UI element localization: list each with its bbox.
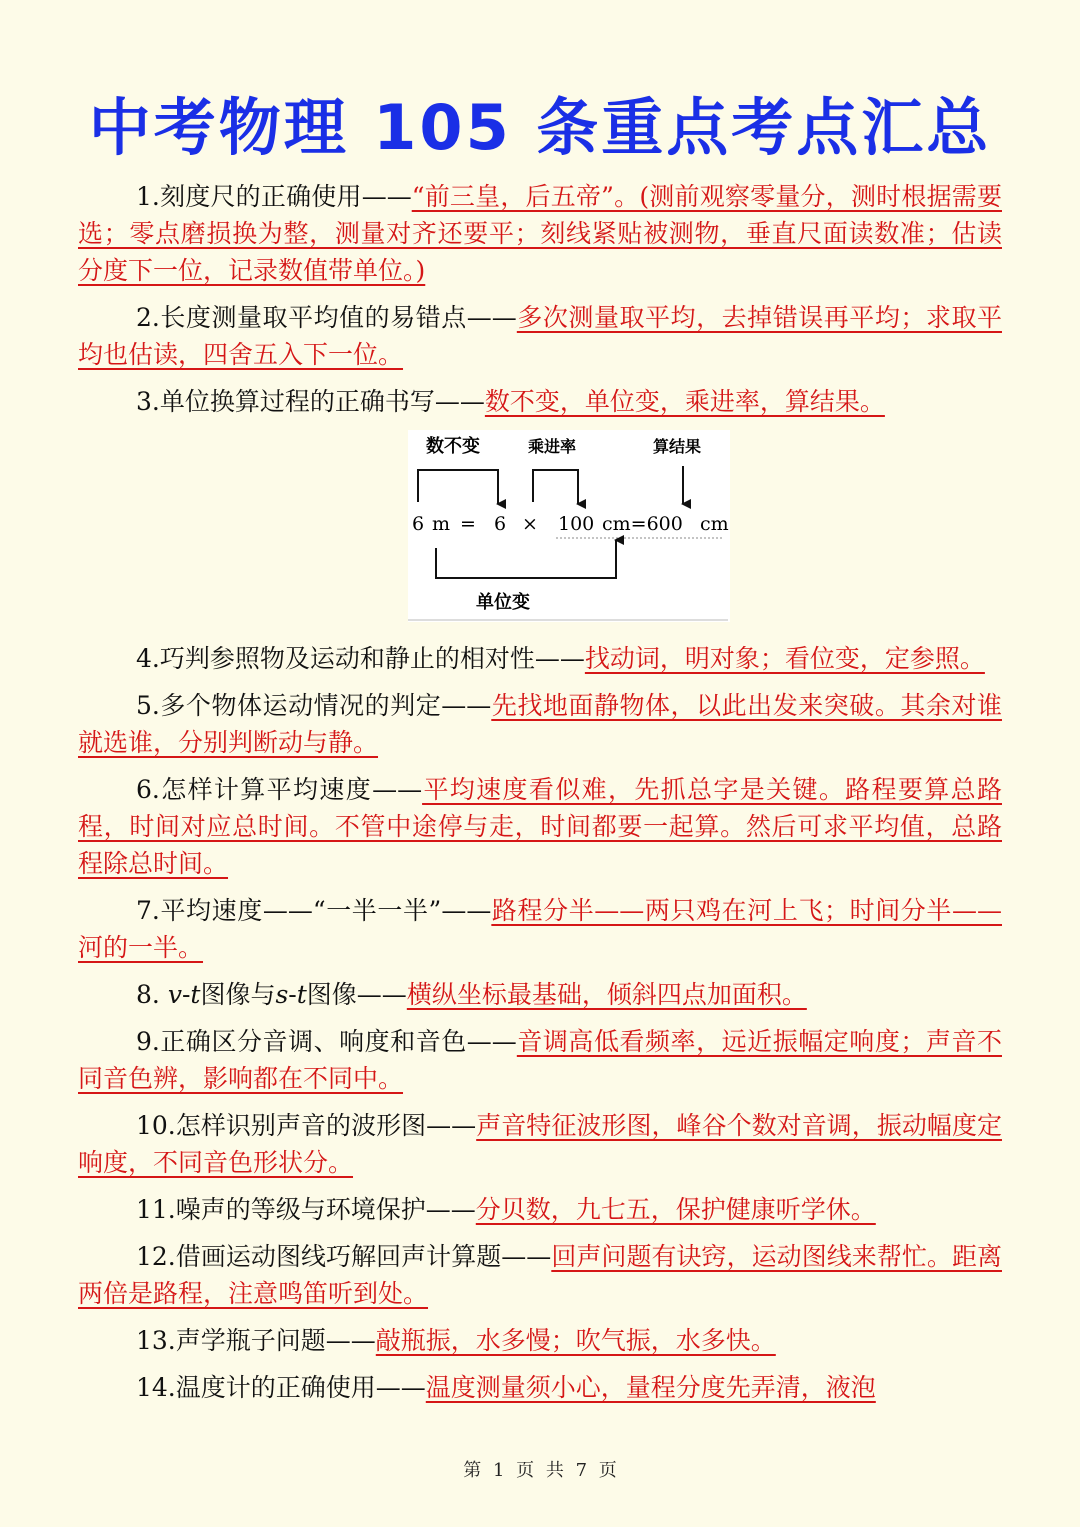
svg-text:100: 100 [558,513,595,535]
svg-text:cm: cm [700,513,729,535]
page-title: 中考物理 105 条重点考点汇总 [88,91,992,164]
answer-text: 音调高低看频率，远近振幅定响度；声音不同音色辨，影响都在不同中。 [78,1027,1002,1093]
list-item: 13.声学瓶子问题——敲瓶振，水多慢；吹气振，水多快。 [136,1326,776,1355]
list-item: 12.借画运动图线巧解回声计算题——回声问题有诀窍，运动图线来帮忙。距离两倍是路程，注意鸣笛听到处。 [78,1242,1002,1308]
svg-text:cm=600: cm=600 [602,513,683,535]
list-item: 8. v-t图像与s-t图像——横纵坐标最基础，倾斜四点加面积。 [136,980,807,1009]
arrow-unit-changed [436,540,616,578]
label-multiply-rate: 乘进率 [528,437,577,456]
list-item: 5.多个物体运动情况的判定——先找地面静物体，以此出发来突破。其余对谁就选谁，分别判断动与静。 [78,691,1002,757]
label-unit-changed: 单位变 [476,592,530,613]
answer-text: 回声问题有诀窍，运动图线来帮忙。距离两倍是路程，注意鸣笛听到处。 [78,1242,1002,1308]
page-footer: 第 1 页 共 7 页 [463,1460,617,1481]
list-item: 3.单位换算过程的正确书写——数不变，单位变，乘进率，算结果。 [136,387,885,416]
unit-conversion-diagram [408,430,730,622]
key-points-list [78,178,1002,1416]
answer-text: 先找地面静物体，以此出发来突破。其余对谁就选谁，分别判断动与静。 [78,691,1002,757]
answer-text: 横纵坐标最基础，倾斜四点加面积。 [406,980,807,1009]
answer-text: 找动词，明对象；看位变，定参照。 [584,644,985,673]
answer-text: 数不变，单位变，乘进率，算结果。 [484,387,885,416]
svg-text:=: = [460,513,476,535]
answer-text: 分贝数，九七五，保护健康听学休。 [475,1195,876,1224]
svg-text:6: 6 [494,513,507,535]
arrow-number-unchanged [418,470,498,504]
list-item: 2.长度测量取平均值的易错点——多次测量取平均，去掉错误再平均；求取平均也估读，四舍五入下一位。 [78,303,1002,369]
answer-text: 多次测量取平均，去掉错误再平均；求取平均也估读，四舍五入下一位。 [78,303,1002,369]
svg-text:6: 6 [412,513,425,535]
list-item: 9.正确区分音调、响度和音色——音调高低看频率，远近振幅定响度；声音不同音色辨，影响都在不同中。 [78,1027,1002,1093]
answer-text: 平均速度看似难，先抓总字是关键。路程要算总路程，时间对应总时间。不管中途停与走，时间都要一起算。然后可求平均值，总路程除总时间。 [78,775,1002,878]
answer-text: 声音特征波形图，峰谷个数对音调，振动幅度定响度，不同音色形状分。 [78,1111,1002,1177]
label-number-unchanged: 数不变 [426,436,480,457]
answer-text: “前三皇，后五帝”。(测前观察零量分，测时根据需要选；零点磨损换为整，测量对齐还要平；刻线紧贴被测物，垂直尺面读数准；估读分度下一位，记录数值带单位。) [78,182,1002,285]
answer-text: 路程分半——两只鸡在河上飞；时间分半——河的一半。 [78,896,1002,962]
list-item: 7.平均速度——“一半一半”——路程分半——两只鸡在河上飞；时间分半——河的一半。 [78,896,1002,962]
list-item: 4.巧判参照物及运动和静止的相对性——找动词，明对象；看位变，定参照。 [136,644,985,673]
list-item: 14.温度计的正确使用——温度测量须小心，量程分度先弄清，液泡 [136,1373,876,1402]
svg-text:m: m [432,513,451,535]
unit-conversion-svg [408,430,730,622]
svg-text:×: × [522,513,538,535]
answer-text: 敲瓶振，水多慢；吹气振，水多快。 [375,1326,776,1355]
answer-text: 温度测量须小心，量程分度先弄清，液泡 [425,1373,876,1402]
label-compute-result: 算结果 [653,437,702,456]
list-item: 10.怎样识别声音的波形图——声音特征波形图，峰谷个数对音调，振动幅度定响度，不同音色形状分。 [78,1111,1002,1177]
list-item: 6.怎样计算平均速度——平均速度看似难，先抓总字是关键。路程要算总路程，时间对应总时间。不管中途停与走，时间都要一起算。然后可求平均值，总路程除总时间。 [78,775,1002,878]
list-item: 11.噪声的等级与环境保护——分贝数，九七五，保护健康听学休。 [136,1195,876,1224]
arrow-multiply-rate [533,470,578,504]
list-item: 1.刻度尺的正确使用——“前三皇，后五帝”。(测前观察零量分，测时根据需要选；零点磨损换为整，测量对齐还要平；刻线紧贴被测物，垂直尺面读数准；估读分度下一位，记录数值带单位。) [78,182,1002,285]
